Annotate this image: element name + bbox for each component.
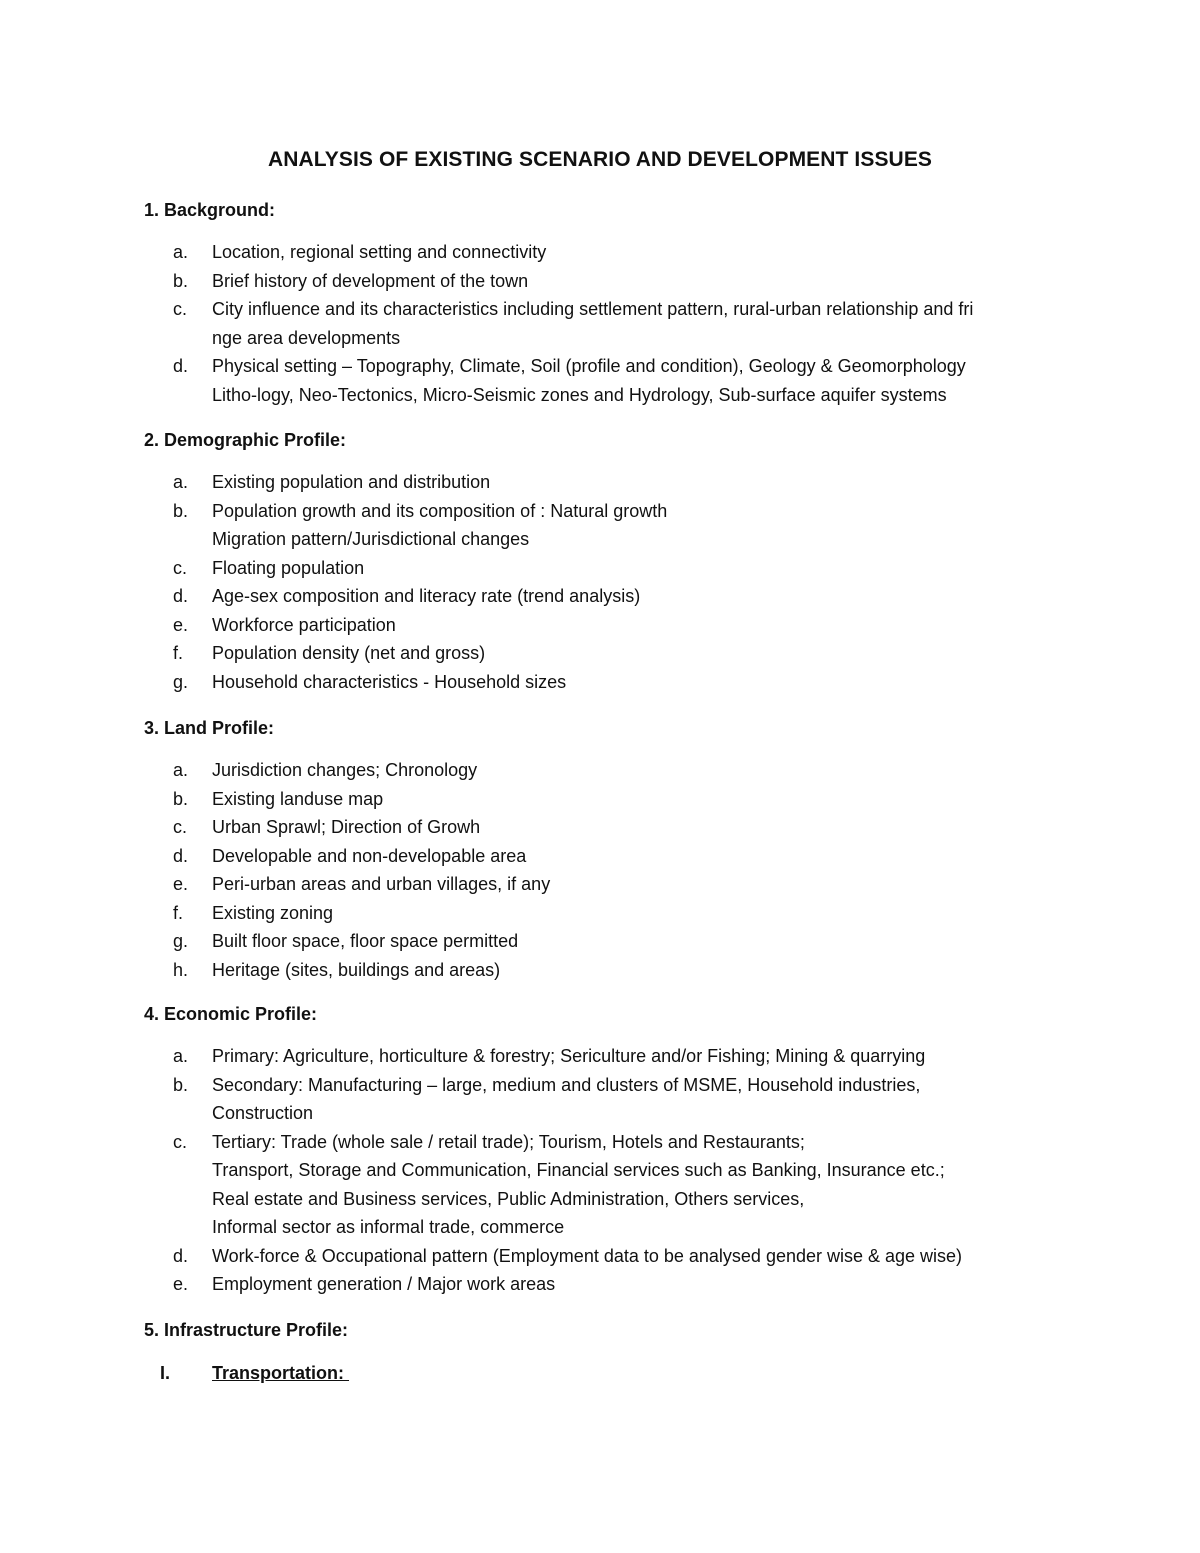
list-item-marker: d. [173, 1245, 189, 1266]
list-item-line: Household characteristics - Household sizes [212, 671, 567, 692]
list-item-text [212, 267, 1092, 296]
list-item-text [212, 1128, 1092, 1242]
list-item-line: Construction [212, 1103, 314, 1123]
list-item-text [212, 238, 1092, 267]
list-item-marker: d. [173, 356, 189, 376]
list-item-line: Jurisdiction changes; Chronology [212, 760, 478, 780]
list-item-marker: e. [173, 874, 189, 894]
list-item [0, 582, 1200, 611]
list-item-text [212, 1042, 1092, 1071]
list-item-text [212, 899, 1092, 928]
list-item-marker: d. [173, 845, 189, 866]
list-item-line: Litho-logy, Neo-Tectonics, Micro-Seismic zones and Hydrology, Sub-surface aquifer systems [212, 384, 947, 405]
list-item-line: Existing zoning [212, 902, 334, 923]
list-item-marker: b. [173, 500, 189, 521]
list-item-marker: h. [173, 959, 189, 980]
list-item-line: Real estate and Business services, Public Administration, Others services, [212, 1188, 805, 1209]
list-item-line: nge area developments [212, 327, 401, 348]
list-item-line: Informal sector as informal trade, commerce [212, 1217, 565, 1237]
list-item-text [212, 956, 1092, 985]
list-item-line: Transport, Storage and Communication, Financial services such as Banking, Insurance etc.; [212, 1160, 945, 1180]
section-heading: 3. Land Profile: [144, 718, 275, 738]
list-item-line: Population density (net and gross) [212, 643, 486, 663]
list-item-text [212, 639, 1092, 668]
section-heading: 4. Economic Profile: [144, 1004, 318, 1024]
list-item [0, 352, 1200, 409]
list-item-line: Primary: Agriculture, horticulture & forestry; Sericulture and/or Fishing; Mining & quarrying [212, 1046, 926, 1066]
list-item [0, 267, 1200, 296]
list-item [0, 813, 1200, 842]
list-item-marker: a. [173, 242, 189, 262]
list-item-line: City influence and its characteristics including settlement pattern, rural-urban relationship and fri [212, 299, 974, 319]
list-item-marker: c. [173, 299, 188, 319]
list-item-text [212, 468, 1092, 497]
list-item-text [212, 813, 1092, 842]
list-item-text [212, 295, 1092, 352]
list-item [0, 497, 1200, 554]
list-item [0, 1242, 1200, 1271]
list-item-line: Floating population [212, 557, 365, 578]
subsection-heading [0, 1361, 1200, 1387]
list-item-marker: a. [173, 472, 189, 492]
list-item-marker: f. [173, 902, 184, 923]
list-item-marker: b. [173, 1074, 189, 1095]
list-item [0, 468, 1200, 497]
list-item-text [212, 870, 1092, 899]
list-item [0, 238, 1200, 267]
list-item-line: Workforce participation [212, 614, 396, 635]
list-item-line: Existing population and distribution [212, 472, 491, 492]
list-item [0, 870, 1200, 899]
list-item-text [212, 927, 1092, 956]
section-heading: 5. Infrastructure Profile: [144, 1320, 349, 1340]
list-item-marker: e. [173, 1274, 189, 1294]
list-item-text [212, 497, 1092, 554]
list-item-line: Heritage (sites, buildings and areas) [212, 959, 501, 980]
list-item-text [212, 756, 1092, 785]
list-item-line: Peri-urban areas and urban villages, if any [212, 874, 551, 894]
list-item [0, 927, 1200, 956]
list-item [0, 756, 1200, 785]
list-item-line: Location, regional setting and connectivity [212, 242, 547, 262]
list-item-marker: g. [173, 931, 189, 951]
list-item [0, 554, 1200, 583]
section-heading: 1. Background: [144, 200, 276, 220]
list-item-marker: a. [173, 760, 189, 780]
list-item-marker: d. [173, 586, 189, 606]
list-item [0, 956, 1200, 985]
list-item-line: Tertiary: Trade (whole sale / retail trade); Tourism, Hotels and Restaurants; [212, 1131, 805, 1152]
list-item-text [212, 1242, 1092, 1271]
list-item-marker: b. [173, 270, 189, 291]
list-item [0, 899, 1200, 928]
list-item-text [212, 1071, 1092, 1128]
list-item-marker: a. [173, 1046, 189, 1066]
list-item-marker: c. [173, 817, 188, 837]
list-item-line: Existing landuse map [212, 788, 384, 809]
list-item-marker: b. [173, 788, 189, 809]
list-item [0, 1128, 1200, 1242]
list-item [0, 1042, 1200, 1071]
list-item-line: Population growth and its composition of : Natural growth [212, 500, 668, 521]
list-item-text [212, 554, 1092, 583]
section-heading: 2. Demographic Profile: [144, 430, 347, 450]
list-item [0, 668, 1200, 697]
list-item-marker: c. [173, 557, 188, 578]
list-item-marker: c. [173, 1131, 188, 1152]
list-item-marker: g. [173, 671, 189, 692]
list-item-text [212, 582, 1092, 611]
list-item-text [212, 611, 1092, 640]
list-item-line: Built floor space, floor space permitted [212, 931, 519, 951]
list-item [0, 611, 1200, 640]
list-item-line: Migration pattern/Jurisdictional changes [212, 529, 530, 549]
list-item-line: Employment generation / Major work areas [212, 1274, 556, 1294]
list-item-line: Work-force & Occupational pattern (Employment data to be analysed gender wise & age wise) [212, 1245, 963, 1266]
list-item-line: Physical setting – Topography, Climate, Soil (profile and condition), Geology & Geomorphology [212, 356, 966, 376]
list-item-text [212, 785, 1092, 814]
list-item-text [212, 842, 1092, 871]
list-item-marker: e. [173, 614, 189, 635]
subsection-title: Transportation: [212, 1363, 350, 1383]
list-item-text [212, 1270, 1092, 1299]
list-item [0, 295, 1200, 352]
list-item [0, 842, 1200, 871]
list-item-marker: f. [173, 643, 184, 663]
list-item-line: Brief history of development of the town [212, 270, 529, 291]
list-item-line: Secondary: Manufacturing – large, medium and clusters of MSME, Household industries, [212, 1074, 921, 1095]
list-item-line: Age-sex composition and literacy rate (trend analysis) [212, 586, 641, 606]
list-item [0, 1270, 1200, 1299]
list-item [0, 1071, 1200, 1128]
list-item [0, 639, 1200, 668]
list-item [0, 785, 1200, 814]
list-item-text [212, 668, 1092, 697]
document-title: ANALYSIS OF EXISTING SCENARIO AND DEVELOPMENT ISSUES [267, 148, 933, 171]
subsection-marker: I. [160, 1363, 171, 1383]
list-item-text [212, 352, 1092, 409]
list-item-line: Developable and non-developable area [212, 845, 527, 866]
list-item-line: Urban Sprawl; Direction of Growh [212, 817, 481, 837]
